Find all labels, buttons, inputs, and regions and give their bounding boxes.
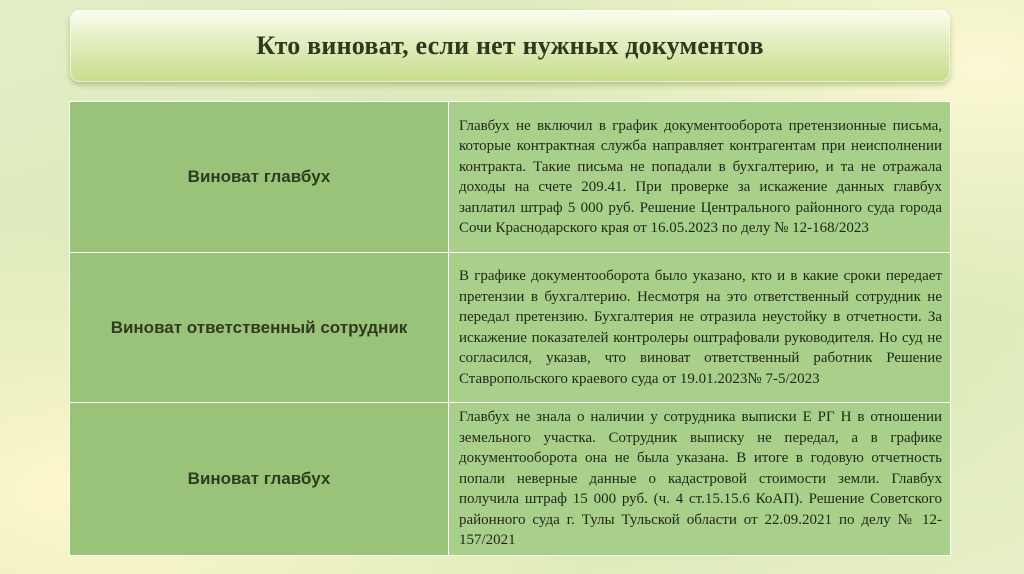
culprits-table [69, 101, 951, 556]
culprit-cell: Виноват главбух [70, 102, 449, 253]
title-bar [70, 10, 950, 82]
description-cell: В графике документооборота было указано, кто и в какие сроки передает претензии в бухгалтерию. Несмотря на это ответственный сотрудник не передал претензию. Бухгалтерия не отразила неустойку в отчетности. За искажение показателей контролеры оштрафовали руководителя. Но суд не согласился, указав, что виноват ответственный работник Решение Ставропольского краевого суда от 19.01.2023№ 7-5/2023 [449, 253, 951, 403]
slide-title: Кто виноват, если нет нужных документов [256, 31, 764, 60]
description-cell: Главбух не включил в график документооборота претензионные письма, которые контрактная служба направляет контрагентам при неисполнении контракта. Такие письма не попадали в бухгалтерию, и та не отражала доходы на счете 209.41. При проверке за искажение данных главбух заплатил штраф 5 000 руб. Решение Центрального районного суда города Сочи Краснодарского края от 16.05.2023 по делу № 12-168/2023 [449, 102, 951, 253]
culprit-cell: Виноват ответственный сотрудник [70, 253, 449, 403]
description-cell: Главбух не знала о наличии у сотрудника выписки Е РГ Н в отношении земельного участка. Сотрудник выписку не передал, а в графике документооборота она не была указана. В итоге в годовую отчетность попали неверные данные о кадастровой стоимости земли. Главбух получила штраф 15 000 руб. (ч. 4 ст.15.15.6 КоАП). Решение Советского районного суда г. Тулы Тульской области от 22.09.2021 по делу № 12-157/2021 [449, 403, 951, 556]
table-row [70, 102, 951, 253]
table-row [70, 253, 951, 403]
culprit-cell: Виноват главбух [70, 403, 449, 556]
table-row [70, 403, 951, 556]
